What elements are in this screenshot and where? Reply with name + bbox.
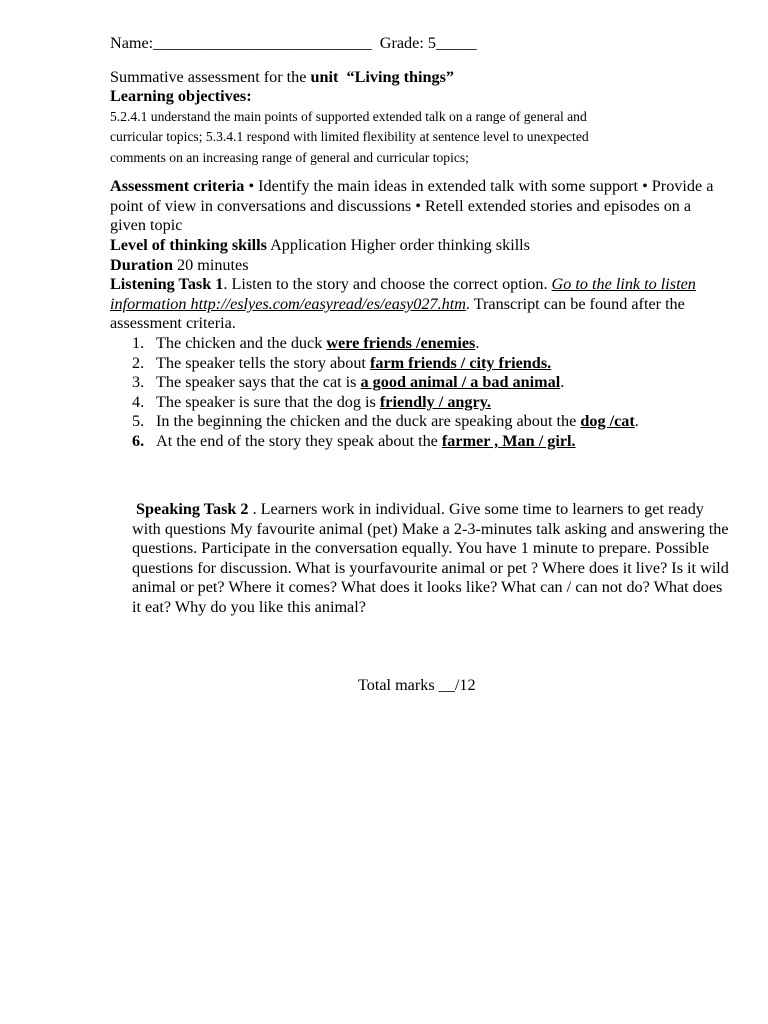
thinking-text: Application Higher order thinking skills	[266, 236, 530, 255]
question-text: The chicken and the duck	[156, 334, 327, 353]
speaking-heading: Speaking Task 2	[136, 500, 249, 518]
grade-field-label: Grade: 5_____	[379, 34, 477, 52]
question-text: In the beginning the chicken and the duck are speaking about the	[156, 412, 581, 431]
question-number: 4.	[132, 392, 145, 411]
question-number: 2.	[132, 353, 145, 372]
total-marks: Total marks __/12	[358, 676, 476, 694]
listening-task	[110, 275, 722, 334]
question-options: farm friends / city friends.	[369, 353, 552, 372]
objectives-line-1: 5.2.4.1 understand the main points of supported extended talk on a range of general and	[110, 108, 587, 124]
question-options: a good animal / a bad animal	[360, 373, 561, 392]
list-item	[110, 432, 722, 452]
question-options: were friends /enemies	[326, 334, 476, 353]
question-options: farmer , Man / girl.	[441, 432, 576, 450]
thinking-heading: Level of thinking skills	[110, 236, 267, 255]
listening-link[interactable]: Go to the link to listen information http://eslyes.com/easyread/es/easy027.htm	[110, 275, 696, 313]
question-number: 5.	[132, 412, 145, 431]
question-list	[110, 334, 722, 452]
duration-text: 20 minutes	[172, 255, 249, 274]
summative-title	[110, 68, 722, 88]
speaking-text: . Learners work in individual. Give some time to learners to get ready with questions My favourite animal (pet) Make a 2-3-minutes talk asking and answering the questions. Participate in the conversation equally. You have 1 minute to prepare. Possible questions for discussion. What is yourfavourite animal or pet ? Where does it live? Is it wild animal or pet? Where it comes? What does it looks like? What can / can not do? What does it eat? Why do you like this animal?	[132, 500, 729, 616]
header-line	[110, 34, 722, 54]
question-text: The speaker says that the cat is	[156, 373, 361, 392]
question-number: 6.	[132, 432, 145, 450]
unit-word: unit	[310, 67, 339, 86]
objectives-line-3: comments on an increasing range of general and curricular topics;	[110, 149, 469, 165]
question-end: .	[560, 373, 565, 392]
list-item	[110, 393, 722, 413]
question-options: friendly / angry.	[379, 392, 491, 411]
question-number: 3.	[132, 373, 145, 392]
thinking-skills	[110, 236, 722, 256]
criteria-heading: Assessment criteria	[110, 177, 245, 196]
objectives-heading: Learning objectives:	[110, 87, 252, 106]
name-field-label: Name:___________________________	[110, 34, 372, 52]
listening-text: . Listen to the story and choose the correct option.	[223, 275, 552, 294]
document-page	[110, 34, 729, 694]
question-options: dog /cat	[580, 412, 635, 431]
question-end: .	[475, 334, 480, 353]
list-item	[110, 354, 722, 374]
question-text: At the end of the story they speak about the	[156, 432, 442, 450]
duration	[110, 256, 722, 276]
summative-prefix: Summative assessment for the	[110, 67, 311, 86]
list-item	[110, 412, 722, 432]
listening-after: . Transcript can be found after the assessment criteria.	[110, 294, 685, 333]
list-item	[110, 373, 722, 393]
question-text: The speaker tells the story about	[156, 353, 370, 372]
listening-heading: Listening Task 1	[110, 275, 224, 294]
unit-title: “Living things”	[346, 67, 455, 86]
list-item	[110, 334, 722, 354]
question-end: .	[634, 412, 639, 431]
speaking-task	[132, 500, 732, 618]
objectives-line-2: curricular topics; 5.3.4.1 respond with limited flexibility at sentence level to unexpected	[110, 129, 589, 145]
duration-heading: Duration	[110, 255, 173, 274]
criteria-text: • Identify the main ideas in extended talk with some support • Provide a point of view in conversations and discussions • Retell extended stories and episodes on a given topic	[110, 177, 714, 235]
assessment-criteria	[110, 177, 722, 236]
question-number: 1.	[132, 334, 145, 353]
question-text: The speaker is sure that the dog is	[156, 392, 380, 411]
